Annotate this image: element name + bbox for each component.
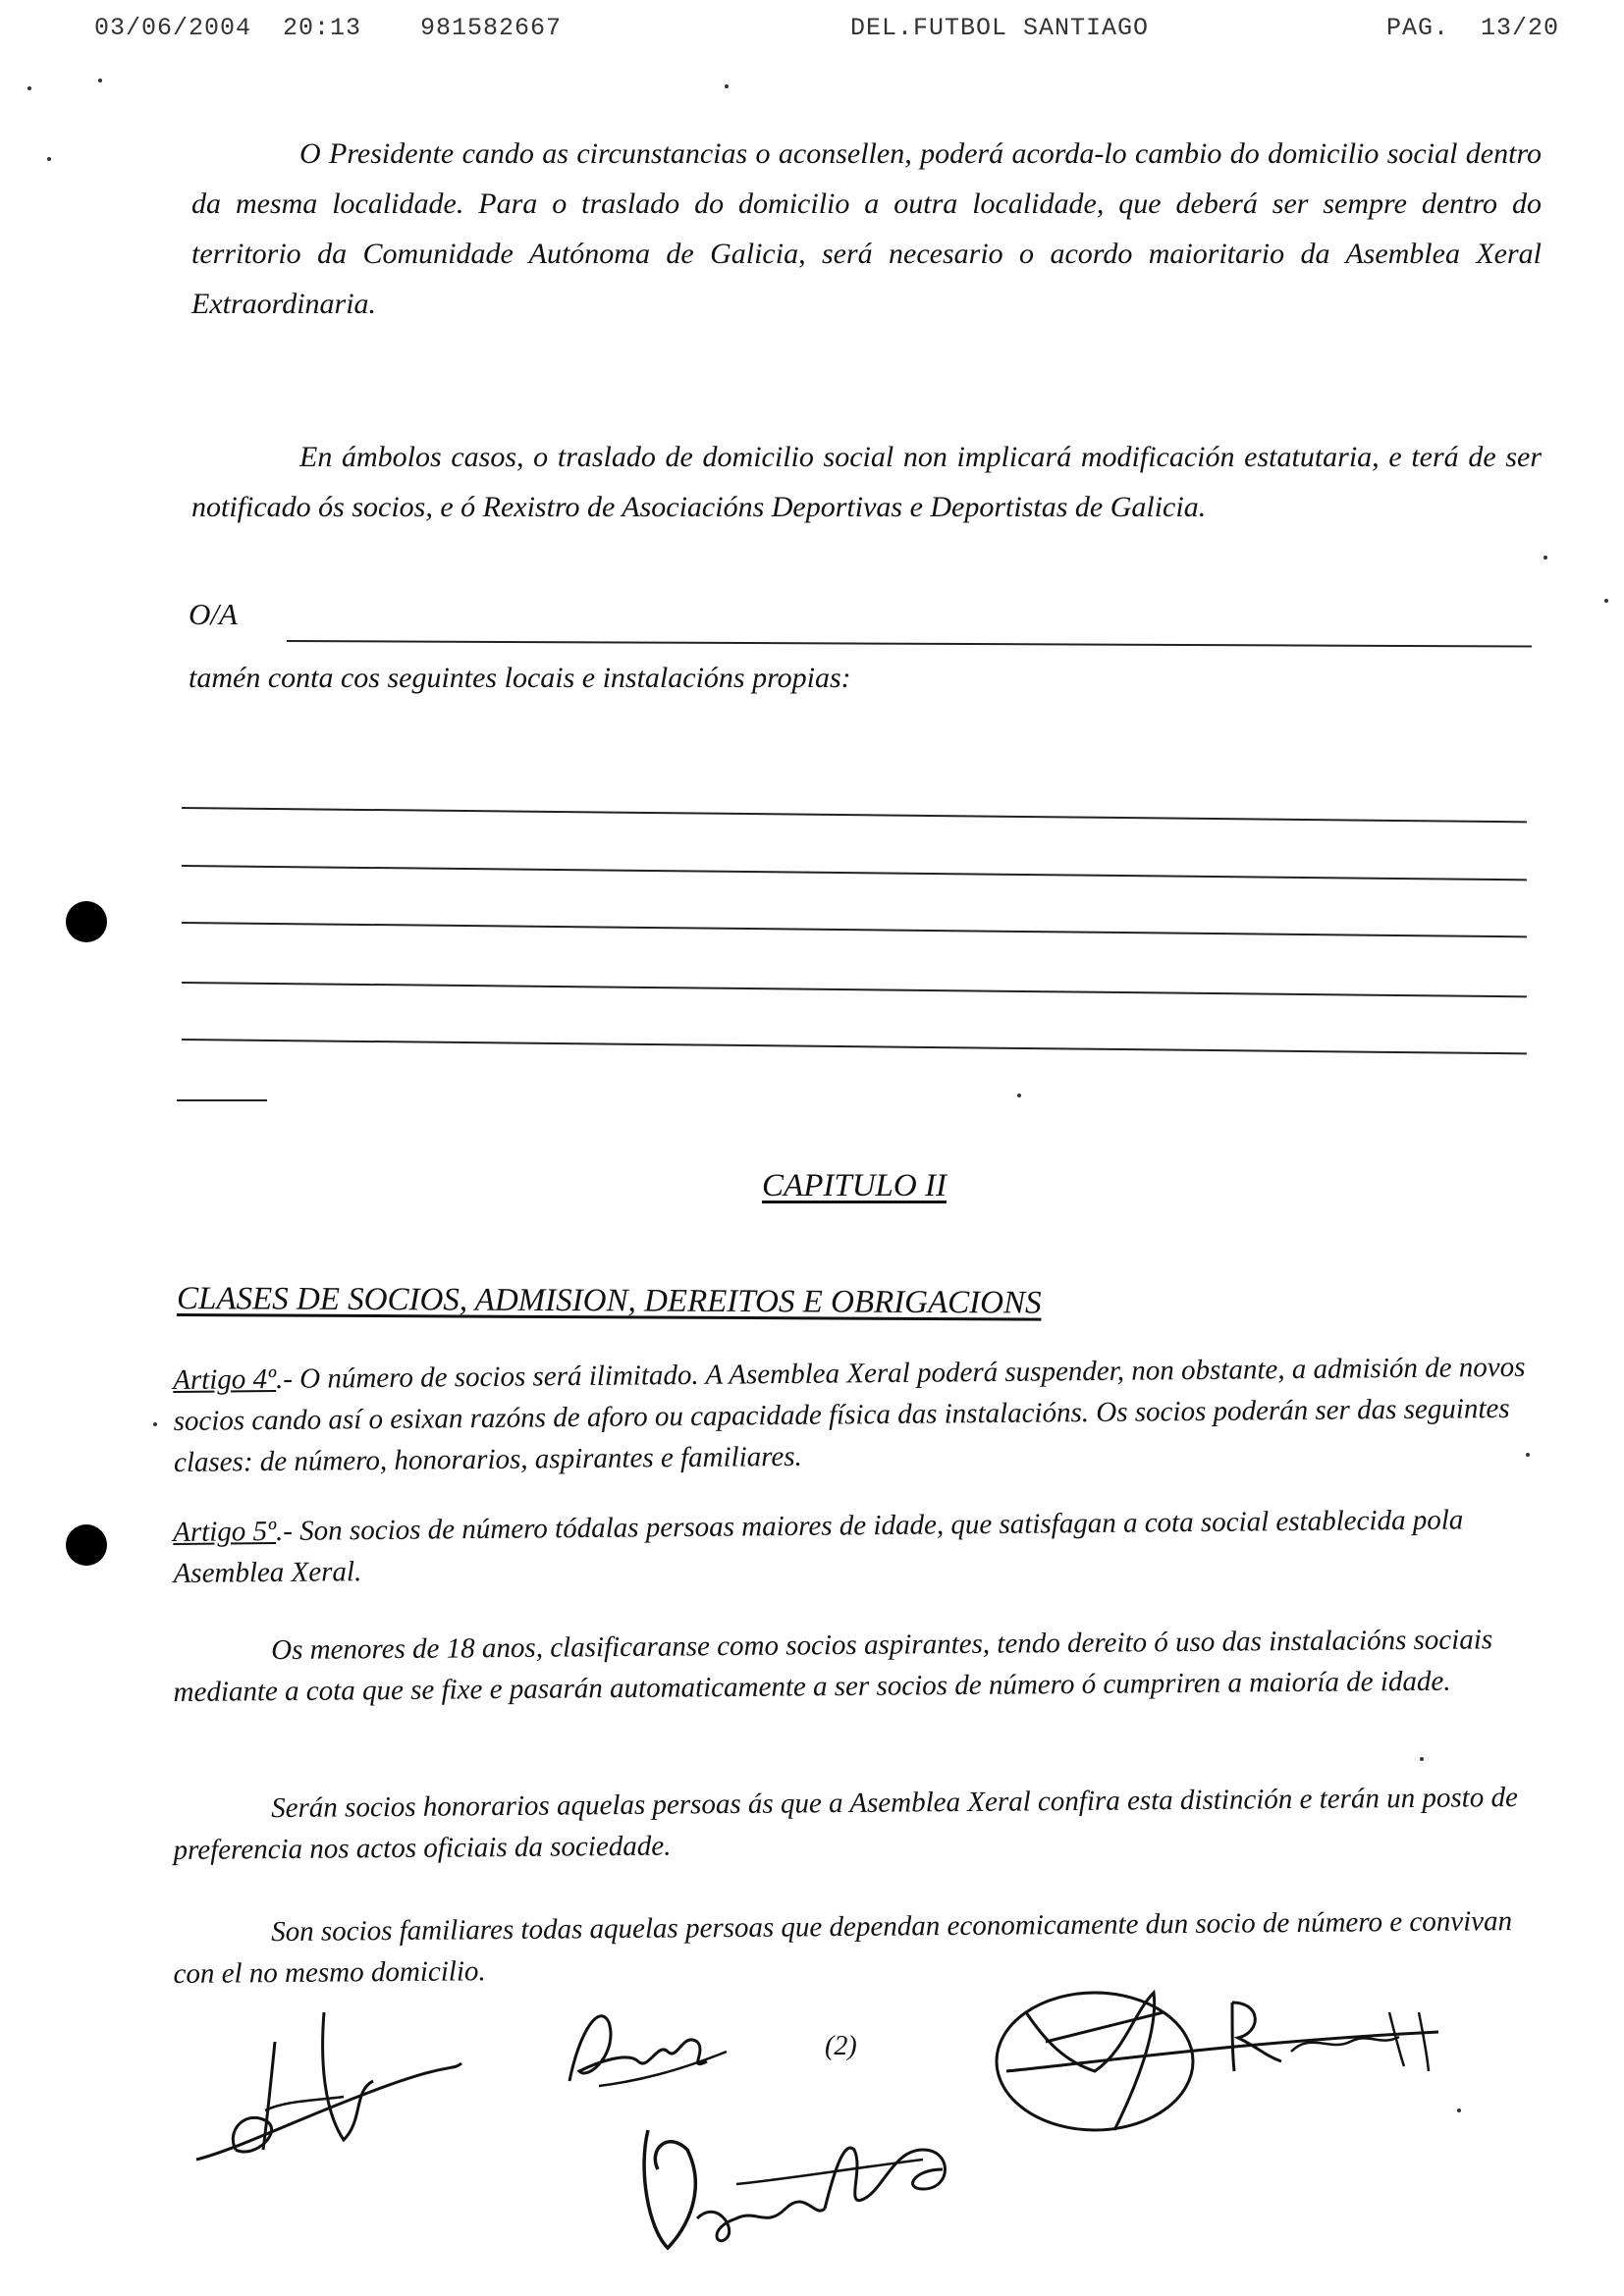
- chapter-title: CAPITULO II: [762, 1168, 947, 1203]
- facilities-fill-line: [182, 1039, 1527, 1054]
- paragraph-honorary: Serán socios honorarios aquelas persoas ás que a Asemblea Xeral confira esta distinción e terán un posto de preferencia nos actos oficiais da sociedade.: [173, 1782, 1519, 1866]
- scan-speck: [153, 1422, 157, 1426]
- article-5: [173, 1499, 1529, 1594]
- article-4-label: Artigo 4º: [173, 1362, 277, 1396]
- facilities-fill-line: [182, 982, 1527, 997]
- scan-speck: [725, 84, 729, 88]
- scan-speck: [98, 79, 102, 82]
- facilities-text: tamén conta cos seguintes locais e instalacións propias:: [189, 662, 851, 694]
- article-4-text: .- O número de socios será ilimitado. A Asemblea Xeral poderá suspender, non obstante, a admisión de novos socios cando así o esixan razóns de aforo ou capacidade física das instalacións. Os socios poderán ser das seguintes clases: de número, honorarios, aspirantes e familiares.: [173, 1351, 1526, 1478]
- signature-1: [177, 2002, 471, 2179]
- punch-hole: [66, 1524, 107, 1566]
- fax-page: PAG. 13/20: [1386, 14, 1560, 42]
- fax-header: [0, 14, 1624, 53]
- facilities-fill-line: [182, 865, 1527, 881]
- article-4: [173, 1347, 1529, 1483]
- paragraph-both-cases: En ámbolos casos, o traslado de domicilio social non implicará modificación estatutaria, e terá de ser notificado ós socios, e ó Rexistro de Asociacións Deportivas e Deportistas de Galicia.: [191, 441, 1542, 523]
- fax-date: 03/06/2004 20:13: [94, 14, 362, 42]
- scan-speck: [1543, 556, 1547, 560]
- facilities-fill-line: [182, 807, 1527, 823]
- page-number: (2): [825, 2031, 857, 2061]
- fax-phone: 981582667: [420, 14, 563, 42]
- scan-speck: [1017, 1094, 1021, 1097]
- section-title: CLASES DE SOCIOS, ADMISION, DEREITOS E OBRIGACIONS: [176, 1281, 1042, 1321]
- paragraph-minors: Os menores de 18 anos, clasificaranse como socios aspirantes, tendo dereito ó uso das instalacións sociais mediante a cota que se fixe e pasarán automaticamente a ser socios de número ó cumpriren a maioría de idade.: [173, 1624, 1493, 1708]
- signature-4: [628, 2110, 962, 2258]
- fax-sender: DEL.FUTBOL SANTIAGO: [850, 14, 1150, 42]
- scan-speck: [1604, 599, 1608, 603]
- oa-label: O/A: [189, 597, 238, 631]
- paragraph-family: Son socios familiares todas aquelas persoas que dependan economicamente dun socio de número e convivan con el no mesmo domicilio.: [173, 1905, 1513, 1990]
- punch-hole: [66, 901, 107, 942]
- paragraph-domicile-change: O Presidente cando as circunstancias o aconsellen, poderá acorda-lo cambio do domicilio social dentro da mesma localidade. Para o traslado do domicilio a outra localidade, que deberá ser sempre dentro do territorio da Comunidade Autónoma de Galicia, será necesario o acordo maioritario da Asemblea Xeral Extraordinaria.: [191, 137, 1542, 320]
- facilities-short-line: [177, 1099, 267, 1101]
- article-5-label: Artigo 5º: [173, 1515, 277, 1548]
- facilities-fill-line: [182, 922, 1527, 937]
- oa-fill-line: [287, 640, 1532, 648]
- article-5-text: .- Son socios de número tódalas persoas maiores de idade, que satisfagan a cota social establecida pola Asemblea Xeral.: [173, 1504, 1464, 1589]
- scan-speck: [1420, 1757, 1424, 1761]
- scan-speck: [47, 157, 51, 161]
- signature-2: [560, 1993, 736, 2101]
- signature-3: [987, 1973, 1458, 2160]
- scan-speck: [27, 86, 31, 90]
